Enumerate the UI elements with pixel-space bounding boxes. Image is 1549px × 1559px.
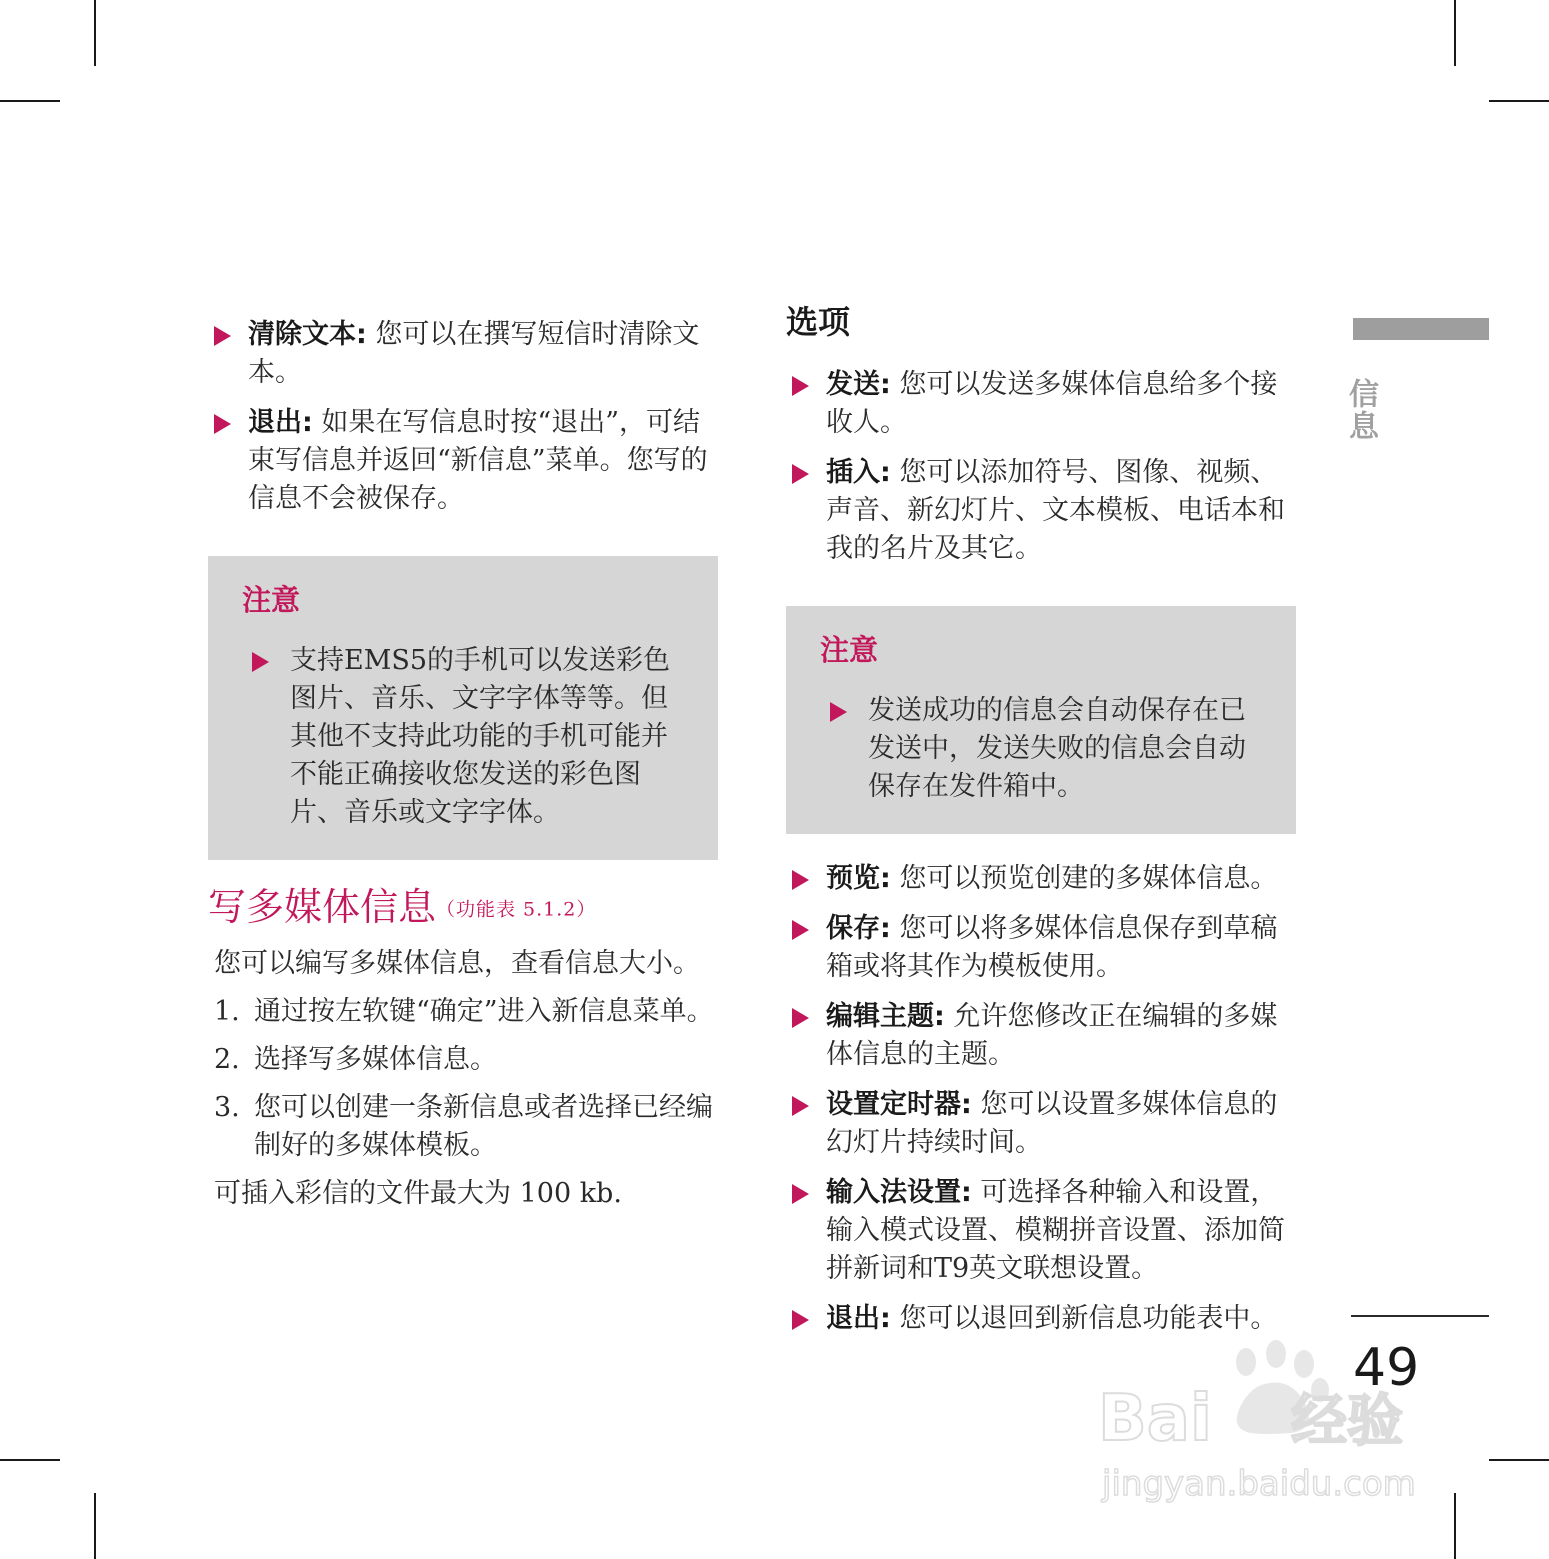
chapter-tab-bar — [1353, 318, 1489, 340]
item-text: 您可以在撰写短信时清除文本。 — [248, 319, 700, 388]
chapter-tab-label: 信息 — [1343, 378, 1378, 442]
list-item — [786, 1086, 1296, 1162]
list-item — [786, 454, 1296, 568]
item-label: 清除文本: — [248, 319, 367, 350]
list-item — [786, 1300, 1296, 1338]
step-number: 2. — [214, 1043, 240, 1075]
right-column — [786, 300, 1296, 1350]
step-item — [208, 1089, 718, 1165]
item-label: 编辑主题: — [826, 1001, 945, 1032]
item-text: 您可以设置多媒体信息的幻灯片持续时间。 — [826, 1089, 1278, 1158]
note-box — [208, 556, 718, 860]
triangle-bullet-icon — [792, 1184, 809, 1204]
note-text: 支持EMS5的手机可以发送彩色图片、音乐、文字字体等等。但其他不支持此功能的手机可能并不能正确接收您发送的彩色图片、音乐或文字字体。 — [290, 645, 671, 828]
triangle-bullet-icon — [792, 1096, 809, 1116]
svg-text:Bai: Bai — [1098, 1382, 1212, 1456]
options-title: 选项 — [786, 303, 851, 341]
list-item — [208, 316, 718, 392]
step-number: 3. — [214, 1091, 240, 1123]
item-label: 保存: — [826, 913, 891, 944]
crop-mark — [94, 0, 96, 66]
crop-mark — [0, 100, 60, 102]
item-text: 您可以发送多媒体信息给多个接收人。 — [826, 369, 1278, 438]
list-item — [786, 1174, 1296, 1288]
crop-mark — [94, 1493, 96, 1559]
note-item — [820, 692, 1262, 806]
item-label: 退出: — [248, 407, 313, 438]
item-label: 设置定时器: — [826, 1089, 972, 1120]
item-text: 您可以添加符号、图像、视频、声音、新幻灯片、文本模板、电话本和我的名片及其它。 — [826, 457, 1285, 564]
triangle-bullet-icon — [792, 920, 809, 940]
triangle-bullet-icon — [792, 376, 809, 396]
item-text: 可选择各种输入和设置，输入模式设置、模糊拼音设置、添加简拼新词和T9英文联想设置。 — [826, 1177, 1285, 1284]
item-label: 退出: — [826, 1303, 891, 1334]
item-text: 您可以将多媒体信息保存到草稿箱或将其作为模板使用。 — [826, 913, 1278, 982]
triangle-bullet-icon — [792, 464, 809, 484]
item-label: 输入法设置: — [826, 1177, 972, 1208]
item-label: 预览: — [826, 863, 891, 894]
step-item — [208, 1041, 718, 1079]
list-item — [786, 366, 1296, 442]
note-text: 发送成功的信息会自动保存在已发送中，发送失败的信息会自动保存在发件箱中。 — [868, 695, 1246, 802]
step-text: 选择写多媒体信息。 — [254, 1043, 497, 1075]
note-item — [242, 642, 684, 832]
crop-mark — [1454, 0, 1456, 66]
section-subtitle: （功能表 5.1.2） — [436, 898, 597, 921]
size-note: 可插入彩信的文件最大为 100 kb. — [214, 1177, 622, 1209]
list-item — [208, 404, 718, 518]
baidu-watermark-logo — [1096, 1340, 1456, 1510]
step-number: 1. — [214, 995, 240, 1027]
svg-text:jingyan.baidu.com: jingyan.baidu.com — [1102, 1464, 1416, 1504]
page-number: 49 — [1353, 1338, 1420, 1398]
triangle-bullet-icon — [252, 652, 269, 672]
crop-mark — [0, 1459, 60, 1461]
triangle-bullet-icon — [214, 414, 231, 434]
triangle-bullet-icon — [792, 1008, 809, 1028]
crop-mark — [1489, 1459, 1549, 1461]
item-text: 允许您修改正在编辑的多媒体信息的主题。 — [826, 1001, 1278, 1070]
step-text: 您可以创建一条新信息或者选择已经编制好的多媒体模板。 — [254, 1091, 713, 1161]
note-title: 注意 — [820, 633, 879, 667]
step-item — [208, 993, 718, 1031]
triangle-bullet-icon — [792, 870, 809, 890]
item-text: 您可以预览创建的多媒体信息。 — [890, 863, 1278, 894]
triangle-bullet-icon — [214, 326, 231, 346]
item-label: 插入: — [826, 457, 891, 488]
triangle-bullet-icon — [830, 702, 847, 722]
note-box — [786, 606, 1296, 834]
item-label: 发送: — [826, 369, 891, 400]
triangle-bullet-icon — [792, 1310, 809, 1330]
list-item — [786, 860, 1296, 898]
crop-mark — [1489, 100, 1549, 102]
list-item — [786, 998, 1296, 1074]
section-intro: 您可以编写多媒体信息，查看信息大小。 — [214, 947, 700, 979]
item-text: 您可以退回到新信息功能表中。 — [890, 1303, 1278, 1334]
svg-text:经验: 经验 — [1291, 1389, 1403, 1454]
note-title: 注意 — [242, 583, 301, 617]
step-text: 通过按左软键“确定”进入新信息菜单。 — [254, 995, 714, 1027]
left-column — [208, 300, 718, 1213]
item-text: 如果在写信息时按“退出”，可结束写信息并返回“新信息”菜单。您写的信息不会被保存。 — [248, 407, 708, 514]
section-title-text: 写多媒体信息 — [208, 885, 437, 929]
page-number-rule — [1351, 1315, 1489, 1317]
list-item — [786, 910, 1296, 986]
section-title — [208, 882, 718, 935]
